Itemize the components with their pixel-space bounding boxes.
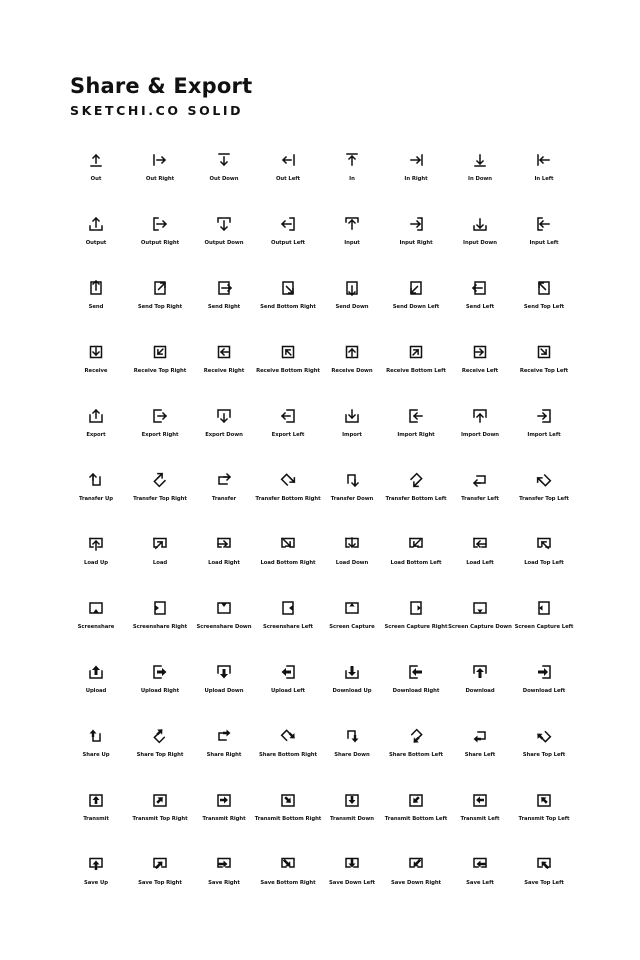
icon-label: Share Left [464, 752, 496, 758]
receive-top-right-icon [152, 344, 168, 360]
send-icon [88, 280, 104, 296]
icon-cell-upload-down [192, 662, 256, 726]
download-left-icon [536, 664, 552, 680]
icon-cell-load-down [320, 534, 384, 598]
icon-label: Output Left [271, 240, 305, 246]
transfer-top-left-icon [536, 472, 552, 488]
icon-label: In [349, 176, 355, 182]
icon-cell-download-right [384, 662, 448, 726]
icon-cell-save-up [64, 854, 128, 918]
icon-cell-transfer-bottom-left [384, 470, 448, 534]
icon-label: Transmit Bottom Left [384, 816, 448, 822]
icon-cell-receive-down [320, 342, 384, 406]
icon-label: Upload Right [140, 688, 180, 694]
screenshare-icon [88, 600, 104, 616]
icon-label: Receive Top Left [519, 368, 569, 374]
share-up-icon [88, 728, 104, 744]
upload-left-icon [280, 664, 296, 680]
save-down-left-icon [344, 856, 360, 872]
receive-top-left-icon [536, 344, 552, 360]
icon-cell-share-right [192, 726, 256, 790]
icon-cell-save-top-left [512, 854, 576, 918]
import-icon [344, 408, 360, 424]
icon-label: Screenshare Left [262, 624, 314, 630]
icon-label: Export Down [205, 432, 243, 438]
icon-label: Transfer Top Right [133, 496, 187, 502]
icon-cell-save-down-left [320, 854, 384, 918]
icon-label: Transmit Right [202, 816, 246, 822]
icon-label: Share Right [206, 752, 242, 758]
icon-grid [64, 150, 576, 918]
receive-left-icon [472, 344, 488, 360]
input-icon [344, 216, 360, 232]
icon-cell-out-right [128, 150, 192, 214]
icon-label: Send Top Left [523, 304, 565, 310]
page-title: Share & Export [70, 74, 253, 98]
icon-cell-load [128, 534, 192, 598]
icon-label: Share Up [82, 752, 110, 758]
transfer-top-right-icon [152, 472, 168, 488]
transmit-down-icon [344, 792, 360, 808]
icon-cell-send [64, 278, 128, 342]
transmit-right-icon [216, 792, 232, 808]
icon-label: Input Left [529, 240, 559, 246]
icon-label: Send Left [465, 304, 495, 310]
icon-label: Save Down Left [329, 880, 375, 886]
icon-label: Out Down [209, 176, 239, 182]
output-right-icon [152, 216, 168, 232]
receive-icon [88, 344, 104, 360]
icon-cell-receive-left [448, 342, 512, 406]
icon-cell-out-down [192, 150, 256, 214]
transfer-icon [216, 472, 232, 488]
icon-cell-output-down [192, 214, 256, 278]
send-down-left-icon [408, 280, 424, 296]
screenshare-down-icon [216, 600, 232, 616]
screen-capture-left-icon [536, 600, 552, 616]
icon-label: Save Up [83, 880, 109, 886]
export-down-icon [216, 408, 232, 424]
icon-label: Out [90, 176, 102, 182]
icon-cell-export-down [192, 406, 256, 470]
input-left-icon [536, 216, 552, 232]
icon-cell-transfer-top-right [128, 470, 192, 534]
icon-label: Save Bottom Right [260, 880, 316, 886]
icon-cell-import [320, 406, 384, 470]
transfer-down-icon [344, 472, 360, 488]
icon-label: Save Right [208, 880, 240, 886]
icon-label: Output Down [204, 240, 244, 246]
icon-label: Receive Left [461, 368, 499, 374]
icon-cell-transfer [192, 470, 256, 534]
load-top-left-icon [536, 536, 552, 552]
icon-label: Export Left [271, 432, 305, 438]
icon-label: Receive [84, 368, 108, 374]
icon-label: Import Right [397, 432, 435, 438]
in-down-icon [472, 152, 488, 168]
icon-cell-share-top-left [512, 726, 576, 790]
in-left-icon [536, 152, 552, 168]
icon-label: Share Top Left [522, 752, 566, 758]
screen-capture-right-icon [408, 600, 424, 616]
icon-cell-screen-capture-left [512, 598, 576, 662]
icon-label: Send Top Right [137, 304, 183, 310]
icon-label: Save Down Right [390, 880, 442, 886]
icon-label: Load Down [335, 560, 369, 566]
icon-cell-send-top-left [512, 278, 576, 342]
icon-cell-input-right [384, 214, 448, 278]
transfer-bottom-right-icon [280, 472, 296, 488]
icon-cell-transmit-bottom-left [384, 790, 448, 854]
icon-cell-screenshare-right [128, 598, 192, 662]
icon-label: Transmit Bottom Right [254, 816, 322, 822]
icon-cell-load-left [448, 534, 512, 598]
icon-cell-out-left [256, 150, 320, 214]
icon-cell-transmit-bottom-right [256, 790, 320, 854]
send-down-icon [344, 280, 360, 296]
icon-label: Screen Capture [329, 624, 375, 630]
transfer-left-icon [472, 472, 488, 488]
icon-label: Save Top Right [138, 880, 182, 886]
icon-label: Transfer Top Left [519, 496, 569, 502]
icon-label: Save Top Left [524, 880, 564, 886]
icon-cell-transfer-top-left [512, 470, 576, 534]
icon-cell-screenshare [64, 598, 128, 662]
icon-cell-save-down-right [384, 854, 448, 918]
icon-cell-transmit-left [448, 790, 512, 854]
icon-cell-share-up [64, 726, 128, 790]
send-top-right-icon [152, 280, 168, 296]
upload-down-icon [216, 664, 232, 680]
share-right-icon [216, 728, 232, 744]
icon-label: Save Left [466, 880, 494, 886]
icon-label: Load [152, 560, 168, 566]
icon-label: Receive Bottom Left [386, 368, 446, 374]
icon-label: Load Bottom Left [390, 560, 442, 566]
icon-cell-save-right [192, 854, 256, 918]
send-bottom-right-icon [280, 280, 296, 296]
export-icon [88, 408, 104, 424]
share-bottom-left-icon [408, 728, 424, 744]
save-right-icon [216, 856, 232, 872]
share-bottom-right-icon [280, 728, 296, 744]
icon-label: Share Bottom Left [389, 752, 443, 758]
transfer-up-icon [88, 472, 104, 488]
icon-cell-transmit [64, 790, 128, 854]
icon-label: Download Up [332, 688, 372, 694]
icon-label: In Down [468, 176, 492, 182]
icon-label: Upload [85, 688, 107, 694]
icon-cell-receive-top-right [128, 342, 192, 406]
icon-label: Out Right [145, 176, 175, 182]
icon-cell-screen-capture-right [384, 598, 448, 662]
icon-label: Input Right [399, 240, 433, 246]
icon-cell-receive-top-left [512, 342, 576, 406]
share-top-left-icon [536, 728, 552, 744]
receive-right-icon [216, 344, 232, 360]
output-down-icon [216, 216, 232, 232]
icon-cell-receive-bottom-left [384, 342, 448, 406]
out-down-icon [216, 152, 232, 168]
icon-cell-transfer-down [320, 470, 384, 534]
icon-cell-output [64, 214, 128, 278]
icon-cell-screen-capture-down [448, 598, 512, 662]
save-bottom-right-icon [280, 856, 296, 872]
page-subtitle: SKETCHI.CO SOLID [70, 103, 244, 118]
share-left-icon [472, 728, 488, 744]
icon-label: Screenshare [77, 624, 115, 630]
load-bottom-right-icon [280, 536, 296, 552]
icon-cell-download-left [512, 662, 576, 726]
icon-cell-input [320, 214, 384, 278]
share-down-icon [344, 728, 360, 744]
icon-cell-share-top-right [128, 726, 192, 790]
icon-cell-load-bottom-left [384, 534, 448, 598]
icon-label: Upload Left [270, 688, 305, 694]
import-left-icon [536, 408, 552, 424]
icon-cell-transmit-top-right [128, 790, 192, 854]
icon-label: Output Right [140, 240, 180, 246]
transmit-bottom-left-icon [408, 792, 424, 808]
icon-label: Send Right [207, 304, 241, 310]
transmit-top-left-icon [536, 792, 552, 808]
icon-cell-export [64, 406, 128, 470]
icon-label: Screen Capture Left [514, 624, 574, 630]
receive-bottom-left-icon [408, 344, 424, 360]
icon-label: Share Top Right [136, 752, 184, 758]
icon-label: Load Bottom Right [260, 560, 316, 566]
icon-cell-in [320, 150, 384, 214]
in-icon [344, 152, 360, 168]
icon-label: Import Down [460, 432, 500, 438]
icon-label: Transfer [211, 496, 237, 502]
icon-label: Transfer Bottom Right [255, 496, 321, 502]
icon-cell-share-bottom-left [384, 726, 448, 790]
send-top-left-icon [536, 280, 552, 296]
icon-label: Screen Capture Down [448, 624, 512, 630]
icon-cell-share-bottom-right [256, 726, 320, 790]
icon-cell-output-right [128, 214, 192, 278]
in-right-icon [408, 152, 424, 168]
icon-cell-input-left [512, 214, 576, 278]
icon-cell-upload-left [256, 662, 320, 726]
download-right-icon [408, 664, 424, 680]
save-down-right-icon [408, 856, 424, 872]
icon-label: Transfer Bottom Left [385, 496, 447, 502]
icon-label: Transmit Top Left [518, 816, 570, 822]
icon-cell-save-top-right [128, 854, 192, 918]
transfer-bottom-left-icon [408, 472, 424, 488]
icon-cell-receive [64, 342, 128, 406]
icon-label: Load Right [208, 560, 240, 566]
load-down-icon [344, 536, 360, 552]
icon-cell-in-right [384, 150, 448, 214]
icon-label: Transmit [83, 816, 109, 822]
icon-label: Output [85, 240, 107, 246]
transmit-left-icon [472, 792, 488, 808]
icon-cell-export-right [128, 406, 192, 470]
import-right-icon [408, 408, 424, 424]
upload-right-icon [152, 664, 168, 680]
download-icon [472, 664, 488, 680]
receive-down-icon [344, 344, 360, 360]
screenshare-left-icon [280, 600, 296, 616]
icon-cell-upload-right [128, 662, 192, 726]
send-left-icon [472, 280, 488, 296]
send-right-icon [216, 280, 232, 296]
icon-cell-send-down-left [384, 278, 448, 342]
output-left-icon [280, 216, 296, 232]
upload-icon [88, 664, 104, 680]
icon-label: Receive Right [203, 368, 245, 374]
import-down-icon [472, 408, 488, 424]
icon-label: Load Top Left [524, 560, 564, 566]
icon-cell-screenshare-down [192, 598, 256, 662]
out-left-icon [280, 152, 296, 168]
out-icon [88, 152, 104, 168]
icon-label: Send Down [335, 304, 369, 310]
icon-cell-screenshare-left [256, 598, 320, 662]
share-top-right-icon [152, 728, 168, 744]
save-left-icon [472, 856, 488, 872]
input-down-icon [472, 216, 488, 232]
icon-label: Download Right [392, 688, 440, 694]
icon-cell-download [448, 662, 512, 726]
icon-cell-output-left [256, 214, 320, 278]
icon-label: Input [344, 240, 360, 246]
load-icon [152, 536, 168, 552]
icon-label: Screenshare Right [132, 624, 188, 630]
icon-label: Send [88, 304, 104, 310]
icon-label: Transfer Down [330, 496, 374, 502]
icon-label: Send Down Left [392, 304, 440, 310]
icon-label: Import Left [527, 432, 561, 438]
icon-label: Transmit Down [330, 816, 374, 822]
icon-label: Receive Down [331, 368, 373, 374]
load-up-icon [88, 536, 104, 552]
icon-label: Load Up [84, 560, 108, 566]
output-icon [88, 216, 104, 232]
icon-label: Upload Down [204, 688, 244, 694]
icon-cell-input-down [448, 214, 512, 278]
icon-cell-send-down [320, 278, 384, 342]
icon-label: Load Left [466, 560, 494, 566]
icon-label: Receive Top Right [133, 368, 187, 374]
icon-cell-export-left [256, 406, 320, 470]
icon-label: Import [342, 432, 362, 438]
transmit-top-right-icon [152, 792, 168, 808]
input-right-icon [408, 216, 424, 232]
save-top-left-icon [536, 856, 552, 872]
icon-cell-import-down [448, 406, 512, 470]
icon-cell-in-left [512, 150, 576, 214]
screen-capture-down-icon [472, 600, 488, 616]
icon-label: Share Bottom Right [258, 752, 318, 758]
receive-bottom-right-icon [280, 344, 296, 360]
download-up-icon [344, 664, 360, 680]
icon-label: Transfer Left [461, 496, 499, 502]
icon-cell-transmit-right [192, 790, 256, 854]
icon-label: In Left [534, 176, 554, 182]
save-top-right-icon [152, 856, 168, 872]
icon-cell-save-bottom-right [256, 854, 320, 918]
icon-cell-transmit-down [320, 790, 384, 854]
icon-cell-transfer-up [64, 470, 128, 534]
icon-cell-receive-right [192, 342, 256, 406]
icon-cell-save-left [448, 854, 512, 918]
icon-label: Screen Capture Right [384, 624, 448, 630]
icon-cell-import-left [512, 406, 576, 470]
icon-cell-send-top-right [128, 278, 192, 342]
icon-label: Transmit Left [460, 816, 500, 822]
icon-cell-share-down [320, 726, 384, 790]
icon-cell-upload [64, 662, 128, 726]
icon-label: Download [465, 688, 495, 694]
icon-label: Transfer Up [78, 496, 114, 502]
icon-cell-send-left [448, 278, 512, 342]
icon-cell-screen-capture [320, 598, 384, 662]
export-left-icon [280, 408, 296, 424]
screenshare-right-icon [152, 600, 168, 616]
icon-cell-download-up [320, 662, 384, 726]
save-up-icon [88, 856, 104, 872]
out-right-icon [152, 152, 168, 168]
icon-cell-send-right [192, 278, 256, 342]
icon-cell-in-down [448, 150, 512, 214]
icon-cell-import-right [384, 406, 448, 470]
icon-label: Transmit Top Right [132, 816, 188, 822]
transmit-bottom-right-icon [280, 792, 296, 808]
icon-label: Download Left [522, 688, 566, 694]
icon-cell-transfer-bottom-right [256, 470, 320, 534]
icon-cell-load-top-left [512, 534, 576, 598]
icon-cell-load-up [64, 534, 128, 598]
screen-capture-icon [344, 600, 360, 616]
icon-label: Export Right [141, 432, 179, 438]
icon-cell-receive-bottom-right [256, 342, 320, 406]
icon-cell-load-bottom-right [256, 534, 320, 598]
icon-cell-out [64, 150, 128, 214]
icon-cell-share-left [448, 726, 512, 790]
icon-label: Share Down [334, 752, 370, 758]
icon-label: Input Down [463, 240, 497, 246]
icon-cell-transfer-left [448, 470, 512, 534]
icon-cell-transmit-top-left [512, 790, 576, 854]
icon-label: In Right [404, 176, 428, 182]
icon-label: Out Left [275, 176, 301, 182]
icon-label: Receive Bottom Right [256, 368, 320, 374]
icon-label: Send Bottom Right [260, 304, 316, 310]
export-right-icon [152, 408, 168, 424]
load-right-icon [216, 536, 232, 552]
load-left-icon [472, 536, 488, 552]
transmit-icon [88, 792, 104, 808]
page-header [70, 73, 252, 119]
load-bottom-left-icon [408, 536, 424, 552]
icon-cell-send-bottom-right [256, 278, 320, 342]
icon-cell-load-right [192, 534, 256, 598]
icon-label: Screenshare Down [196, 624, 252, 630]
icon-label: Export [86, 432, 106, 438]
